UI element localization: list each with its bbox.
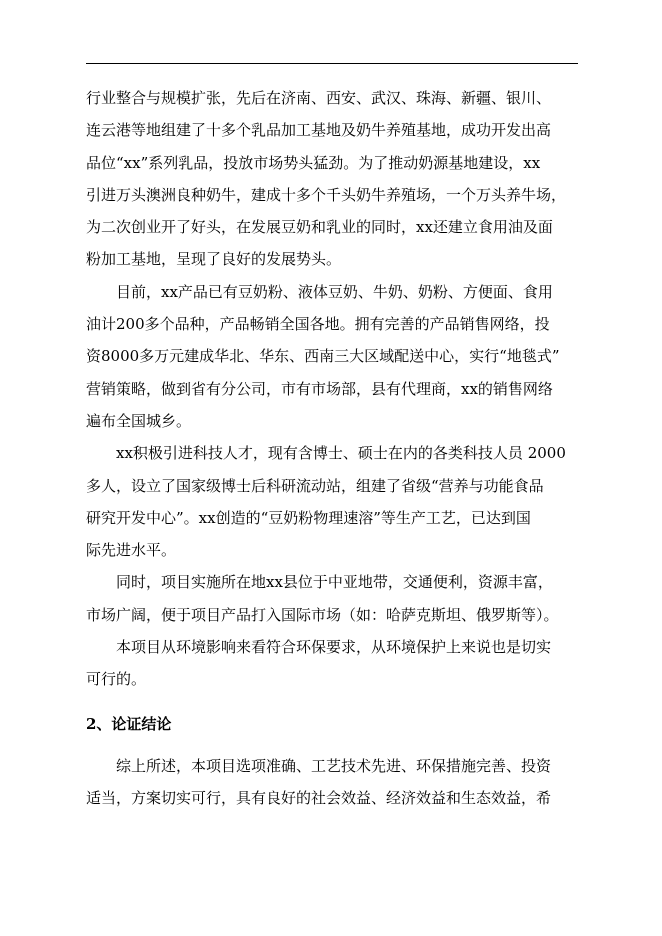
section-heading: 2、论证结论 [86, 715, 172, 733]
conclusion-paragraph [86, 750, 578, 815]
paragraph-line: 多人，设立了国家级博士后科研流动站，组建了省级“营养与功能食品 [86, 476, 544, 495]
paragraph-line: 粉加工基地，呈现了良好的发展势头。 [86, 250, 342, 269]
paragraph-line: 研究开发中心”。xx创造的“豆奶粉物理速溶”等生产工艺，已达到国 [86, 508, 531, 527]
paragraph-line: 综上所述，本项目选项准确、工艺技术先进、环保措施完善、投资 [116, 757, 552, 775]
paragraph-line: 遍布全国城乡。 [86, 411, 192, 430]
paragraph-line: 品位“xx”系列乳品，投放市场势头猛劲。为了推动奶源基地建设，xx [86, 153, 541, 172]
paragraph-line: 营销策略，做到省有分公司，市有市场部，县有代理商，xx的销售网络 [86, 379, 553, 398]
paragraph-line: 行业整合与规模扩张，先后在济南、西安、武汉、珠海、新疆、银川、 [86, 89, 552, 107]
paragraph-line: 适当，方案切实可行，具有良好的社会效益、经济效益和生态效益，希 [86, 789, 552, 808]
paragraph-line: 本项目从环境影响来看符合环保要求，从环境保护上来说也是切实 [116, 638, 552, 657]
paragraph-line: 油计200多个品种，产品畅销全国各地。拥有完善的产品销售网络，投 [86, 315, 550, 334]
paragraph-line: xx积极引进科技人才，现有含博士、硕士在内的各类科技人员 2000 [116, 444, 566, 463]
paragraph-line: 同时，项目实施所在地xx县位于中亚地带，交通便利，资源丰富， [116, 573, 553, 592]
paragraph-line: 资8000多万元建成华北、华东、西南三大区域配送中心，实行“地毯式” [86, 347, 560, 366]
paragraph-line: 目前，xx产品已有豆奶粉、液体豆奶、牛奶、奶粉、方便面、食用 [116, 282, 553, 301]
paragraph-line: 可行的。 [86, 670, 147, 689]
paragraph-line: 际先进水平。 [86, 541, 177, 560]
paragraph-line: 连云港等地组建了十多个乳品加工基地及奶牛养殖基地，成功开发出高 [86, 121, 552, 140]
header-rule [86, 63, 578, 64]
paragraph-line: 为二次创业开了好头，在发展豆奶和乳业的同时，xx还建立食用油及面 [86, 218, 553, 237]
paragraph-line: 市场广阔，便于项目产品打入国际市场（如：哈萨克斯坦、俄罗斯等）。 [86, 605, 559, 624]
paragraph-line: 引进万头澳洲良种奶牛，建成十多个千头奶牛养殖场，一个万头养牛场， [86, 185, 567, 204]
body-text [86, 82, 578, 696]
